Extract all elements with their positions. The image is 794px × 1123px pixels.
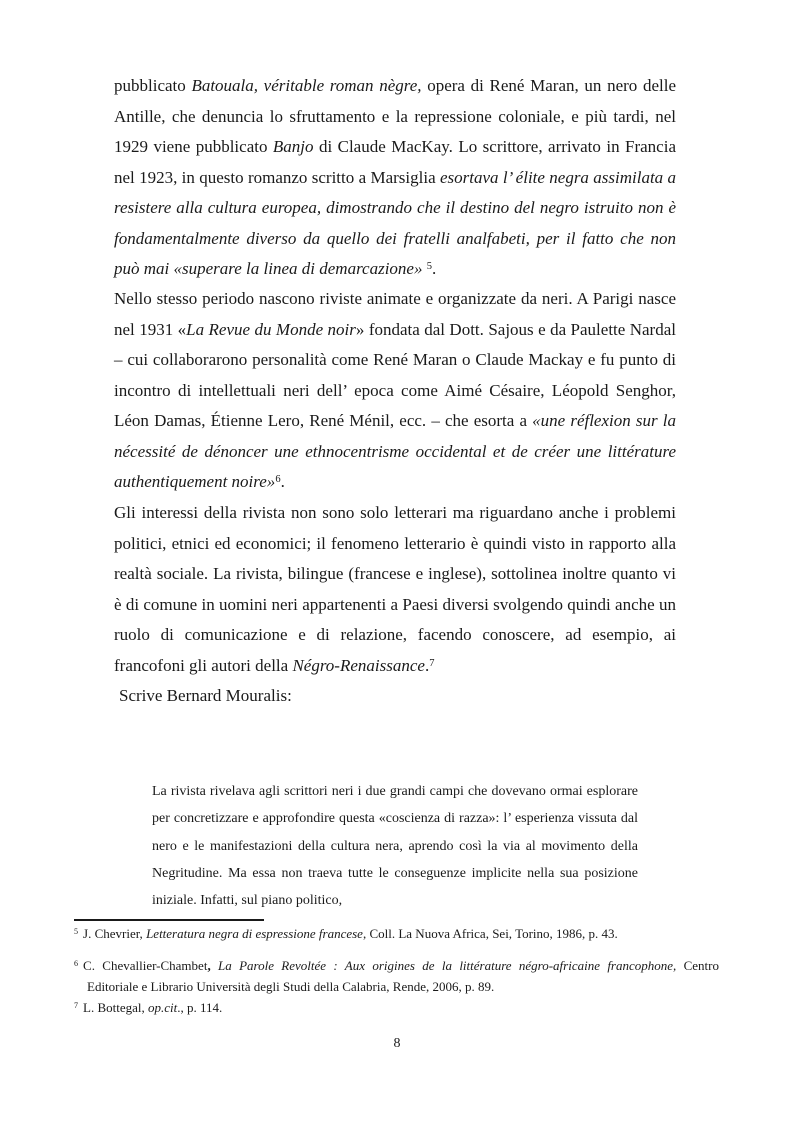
block-quote: La rivista rivelava agli scrittori neri i due grandi campi che dovevano ormai esplorare per concretizzare e approfondire questa «coscienza di razza»: l’ esperienza vissuta dal nero e le manifestazioni della cultura nera, aprendo così la via al movimento della Negritudine. Ma essa non traeva tutte le conseguenze implicite nella sua posizione iniziale. Infatti, sul piano politico, [152, 784, 638, 909]
footnote-marker: 7 [74, 1001, 79, 1011]
footnote-text: C. Chevallier-Chambet, La Parole Revoltée : Aux origines de la littérature négro-africaine francophone, Centro Editoriale e Librario Università degli Studi della Calabria, Rende, 2006, p. 89. [83, 958, 719, 994]
paragraph: Nello stesso periodo nascono riviste animate e organizzate da neri. A Parigi nasce nel 1931 «La Revue du Monde noir» fondata dal Dott. Sajous e da Paulette Nardal – cui collaborarono personalità come René Maran o Claude Mackay e fu punto di incontro di intellettuali neri dell’ epoca come Aimé Césaire, Léopold Senghor, Léon Damas, Étienne Lero, René Ménil, ecc. – che esorta a «une réflexion sur la nécessité de dénoncer une ethnocentrisme occidental et de créer une littérature authentiquement noire»$^6$. [114, 289, 676, 491]
paragraph: Gli interessi della rivista non sono solo letterari ma riguardano anche i problemi politici, etnici ed economici; il fenomeno letterario è quindi visto in rapporto alla realtà sociale. La rivista, bilingue (francese e inglese), sottolinea inoltre quanto vi è di comune in uomini neri appartenenti a Paesi diversi svolgendo quindi anche un ruolo di comunicazione e di relazione, facendo conoscere, ad esempio, ai francofoni gli autori della Négro-Renaissance.$^7$ [114, 503, 676, 675]
footnote [74, 955, 719, 997]
page-number: 8 [393, 1036, 401, 1051]
footnote-marker: 6 [74, 959, 79, 969]
footnote [74, 997, 719, 1018]
footnote-marker: 5 [74, 927, 79, 937]
footnote-text: L. Bottegal, op.cit., p. 114. [83, 1000, 223, 1015]
footnote-text: J. Chevrier, Letteratura negra di espressione francese, Coll. La Nuova Africa, Sei, Torino, 1986, p. 43. [83, 926, 618, 941]
footnote [74, 923, 719, 944]
paragraph: pubblicato Batouala, véritable roman nègre, opera di René Maran, un nero delle Antille, che denuncia lo sfruttamento e la repressione coloniale, e più tardi, nel 1929 viene pubblicato Banjo di Claude MacKay. Lo scrittore, arrivato in Francia nel 1923, in questo romanzo scritto a Marsiglia esortava l’ élite negra assimilata a resistere alla cultura europea, dimostrando che il destino del negro istruito non è fondamentalmente diverso da quello dei fratelli analfabeti, per il fatto che non può mai «superare la linea di demarcazione» $^5$. [114, 76, 677, 278]
paragraph-intro-quote: Scrive Bernard Mouralis: [119, 686, 292, 705]
footnote-separator [74, 919, 264, 921]
